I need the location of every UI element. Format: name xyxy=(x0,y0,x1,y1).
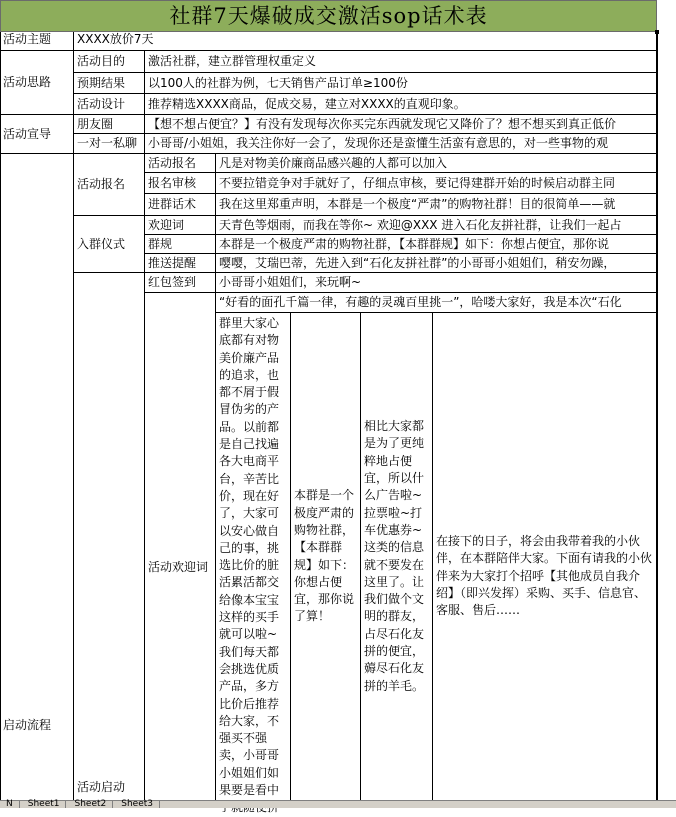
sheet-nav-button[interactable]: N xyxy=(0,801,20,808)
cell-design-value[interactable]: 推荐精选XXXX商品，促成交易，建立对XXXX的直观印象。 xyxy=(145,94,657,115)
welcome-col2-text: 本群是一个极度严肃的购物社群，【本群群规】如下：你想占便宜，那你说了算！ xyxy=(294,488,355,624)
cell-push-value[interactable]: 嘤嘤，艾瑞巴蒂，先进入到“石化友拼社群”的小哥哥小姐姐们，稍安勿躁， xyxy=(216,254,657,273)
sheet-tab-1[interactable]: Sheet1 xyxy=(22,801,67,808)
launch-sub-text: 活动启动 xyxy=(77,780,126,794)
cell-join-label[interactable]: 入群仪式 xyxy=(74,216,145,273)
cell-dm-value[interactable]: 小哥哥/小姐姐，我关注你好一会了，发现你还是蛮懂生活蛮有意思的，对一些事物的观 xyxy=(145,134,657,154)
cell-theme-value[interactable]: XXXX放价7天 xyxy=(74,32,657,51)
cell-signup-label[interactable]: 活动报名 xyxy=(74,154,145,216)
cell-expect-label[interactable]: 预期结果 xyxy=(74,73,145,94)
cell-welcome-value[interactable]: 天青色等烟雨，而我在等你~ 欢迎@XXX 进入石化友拼社群，让我们一起占 xyxy=(216,216,657,235)
cell-redpack-value[interactable]: 小哥哥小姐姐们，来玩啊~ xyxy=(216,273,657,293)
cell-moments-label[interactable]: 朋友圈 xyxy=(74,115,145,134)
cell-purpose-label[interactable]: 活动目的 xyxy=(74,51,145,73)
cell-theme-label[interactable]: 活动主题 xyxy=(0,32,74,51)
cell-welcome-event-sub[interactable] xyxy=(145,293,216,800)
cell-welcome-col1[interactable]: 群里大家心底都有对物美价廉产品的追求，也都不屑于假冒伪劣的产品。以前都是自己找遍各大电商平台，辛苦比价，现在好了，大家可以安心做自己的事，挑选比价的脏活累活都交给像本宝宝这样的买手就可以啦~我们每天都会挑选优质产品，多方比价后推荐给大家，不强买不强卖，小哥哥小姐姐们如果要是看中 xyxy=(216,313,291,800)
cell-dm-label[interactable]: 一对一私聊 xyxy=(74,134,145,154)
cell-speech-value[interactable]: 我在这里郑重声明，本群是一个极度“严肃”的购物社群！目的很简单——就 xyxy=(216,194,657,216)
welcome-col3-text: 相比大家都是为了更纯粹地占便宜，所以什么广告啦~拉票啦~打车优惠券~这类的信息就不要发在这里了。让我们做个文明的群友，占尽石化友拼的便宜，薅尽石化友拼的羊毛。 xyxy=(364,419,425,693)
cell-welcome-col4[interactable]: 在接下的日子，将会由我带着我的小伙伴，在本群陪伴大家。下面有请我的小伙伴来为大家打个招呼【其他成员自我介绍】（即兴发挥）采购、买手、信息官、客服、售后…… xyxy=(433,313,657,800)
cell-review-value[interactable]: 不要拉错竞争对手就好了，仔细点审核，要记得建群开始的时候启动群主同 xyxy=(216,173,657,194)
cell-moments-value[interactable]: 【想不想占便宜？】有没有发现每次你买完东西就发现它又降价了？想不想买到真正低价 xyxy=(145,115,657,134)
sheet-tab-2[interactable]: Sheet2 xyxy=(68,801,113,808)
cell-idea-label[interactable]: 活动思路 xyxy=(0,51,74,115)
cell-review-sub[interactable]: 报名审核 xyxy=(145,173,216,194)
cell-welcome-col2[interactable] xyxy=(291,313,361,800)
cell-redpack-sub[interactable]: 红包签到 xyxy=(145,273,216,293)
cell-purpose-value[interactable]: 激活社群，建立群管理权重定义 xyxy=(145,51,657,73)
cell-speech-sub[interactable]: 进群话术 xyxy=(145,194,216,216)
cell-promo-label[interactable]: 活动宣导 xyxy=(0,115,74,154)
sheet-tab-bar xyxy=(0,800,676,808)
cell-signup-sub[interactable]: 活动报名 xyxy=(145,154,216,173)
cell-rules-value[interactable]: 本群是一个极度严肃的购物社群，【本群群规】如下：你想占便宜，那你说 xyxy=(216,235,657,254)
cell-welcome-event-intro[interactable]: “好看的面孔千篇一律，有趣的灵魂百里挑一”，哈喽大家好，我是本次“石化 xyxy=(216,293,657,313)
cell-launch-label[interactable] xyxy=(0,154,74,800)
cell-welcome-col3[interactable] xyxy=(361,313,433,800)
launch-label-text: 启动流程 xyxy=(3,718,52,732)
cell-expect-value[interactable]: 以100人的社群为例，七天销售产品订单≥100份 xyxy=(145,73,657,94)
welcome-event-sub-text: 活动欢迎词 xyxy=(148,560,209,574)
sheet-title: 社群7天爆破成交激活sop话术表 xyxy=(0,0,657,32)
cell-push-sub[interactable]: 推送提醒 xyxy=(145,254,216,273)
cell-design-label[interactable]: 活动设计 xyxy=(74,94,145,115)
cell-rules-sub[interactable]: 群规 xyxy=(145,235,216,254)
grid-right-border xyxy=(657,32,658,800)
sheet-tab-3[interactable]: Sheet3 xyxy=(115,801,160,808)
cell-welcome-sub[interactable]: 欢迎词 xyxy=(145,216,216,235)
cell-launch-sub[interactable] xyxy=(74,273,145,800)
cell-signup-value[interactable]: 凡是对物美价廉商品感兴趣的人都可以加入 xyxy=(216,154,657,173)
